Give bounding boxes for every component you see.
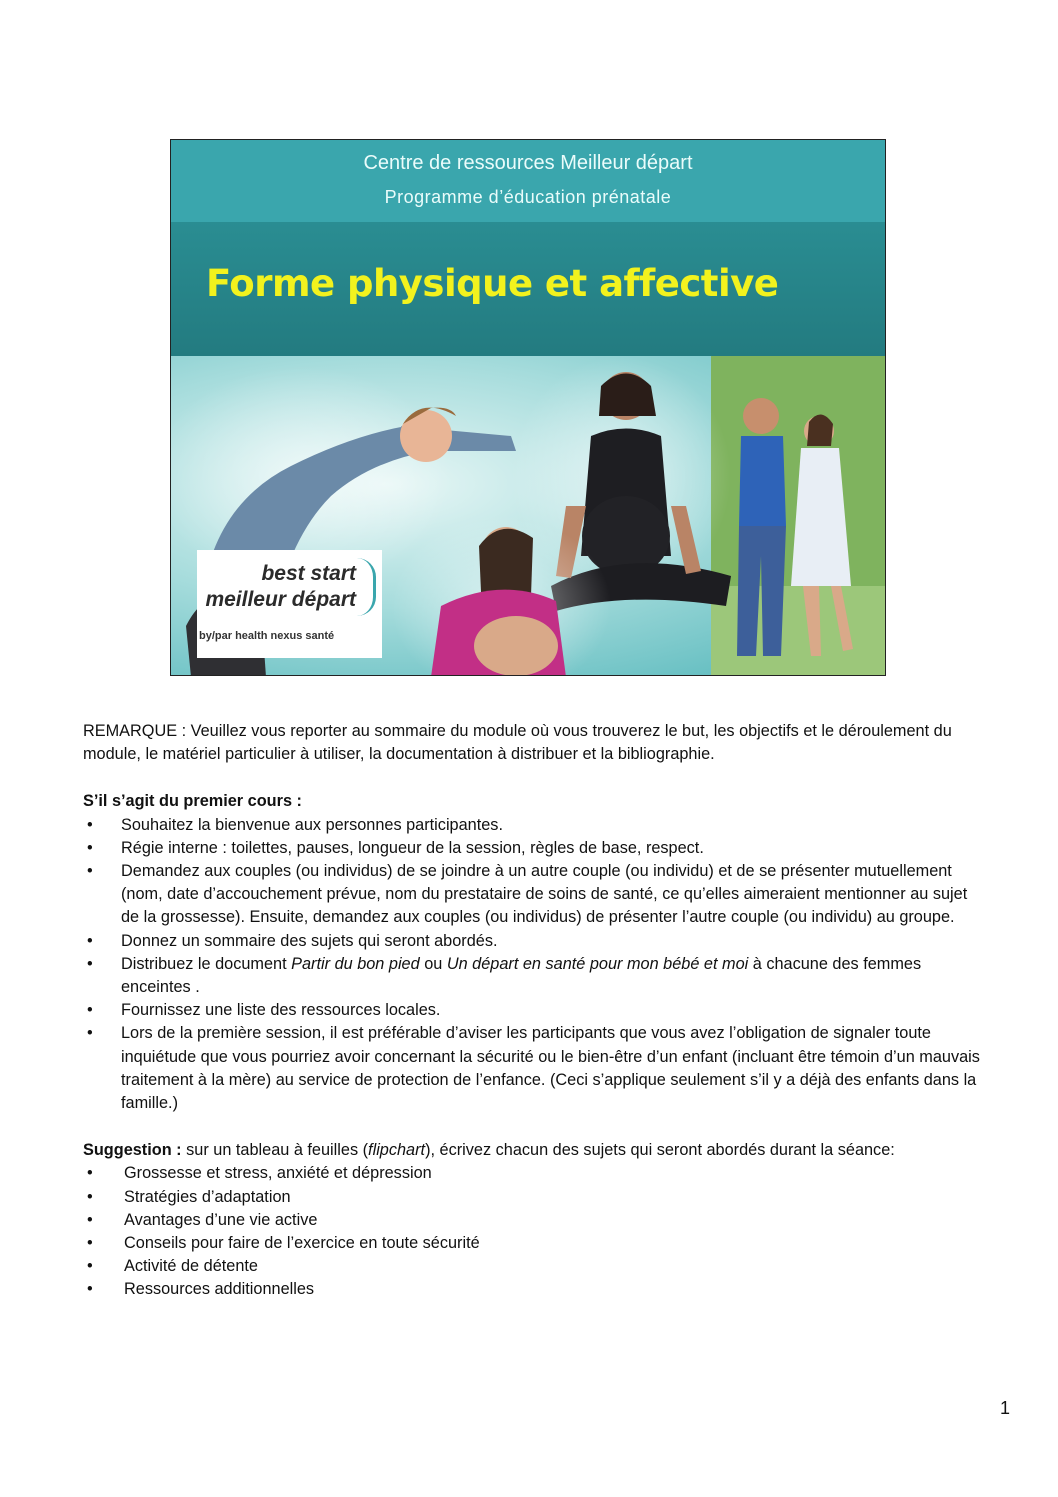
suggestion-paragraph: Suggestion : sur un tableau à feuilles (flipchart), écrivez chacun des sujets qui seront abordés durant la séance: [83,1141,895,1160]
suggestion-label: Suggestion : [83,1141,182,1160]
list-item: • Grossesse et stress, anxiété et dépression [87,1164,432,1183]
list-item: • Lors de la première session, il est préférable d’aviser les participants que vous avez l’obligation de signaler toute inquiétude que vous pourriez avoir concernant la sécurité ou le bien-être d’un enfant (incluant être témoin d’un mauvais traitement à la mère) au service de protection de l’enfance. (Ceci s’applique seulement s’il y a déjà des enfants dans la famille.) [87,1024,980,1113]
page-number: 1 [999,1398,1010,1418]
list-item: • Régie interne : toilettes, pauses, longueur de la session, règles de base, respect. [87,838,704,857]
list-item: • Souhaitez la bienvenue aux personnes participantes. [87,815,503,834]
slide-header [171,140,885,222]
list-item: • Fournissez une liste des ressources locales. [87,1001,441,1020]
list-item: • Stratégies d’adaptation [87,1187,291,1206]
list-item: • Conseils pour faire de l’exercice en toute sécurité [87,1234,480,1253]
slide-title: Forme physique et affective [206,262,779,305]
logo-line1: best start [261,562,356,585]
first-course-heading: S’il s’agit du premier cours : [83,792,302,811]
document-title-2: Un départ en santé pour mon bébé et moi [446,954,749,973]
logo-line2: meilleur départ [205,588,356,611]
first-course-list [83,814,983,1116]
list-item: • Ressources additionnelles [87,1280,315,1299]
list-item: • Activité de détente [87,1257,258,1276]
list-item: • Distribuez le document Partir du bon pied ou Un départ en santé pour mon bébé et moi à chacune des femmes enceintes . [87,954,922,997]
slide-title-band [171,222,885,356]
best-start-logo [197,550,382,658]
note-paragraph: REMARQUE : Veuillez vous reporter au sommaire du module où vous trouverez le but, les objectifs et le déroulement du module, le matériel particulier à utiliser, la documentation à distribuer et la bibliographie. [83,722,952,764]
topics-list [83,1162,983,1301]
logo-byline: by/par health nexus santé [199,630,335,642]
logo-bracket-icon [357,558,376,616]
document-title-1: Partir du bon pied [291,954,420,973]
list-item: • Donnez un sommaire des sujets qui seront abordés. [87,931,498,950]
list-item: • Avantages d’une vie active [87,1210,318,1229]
cover-slide [170,139,886,676]
slide-header-line2: Programme d’éducation prénatale [384,187,672,207]
document-body [83,720,983,1302]
slide-header-line1: Centre de ressources Meilleur départ [363,152,693,174]
list-item: • Demandez aux couples (ou individus) de se joindre à un autre couple (ou individu) et de se présenter mutuellement (nom, date d’accouchement prévue, nom du prestataire de soins de santé, ce qu’elles aimeraient mentionner au sujet de la grossesse). Ensuite, demandez aux couples (ou individus) de présenter l’autre couple (ou individu) au groupe. [87,862,968,927]
